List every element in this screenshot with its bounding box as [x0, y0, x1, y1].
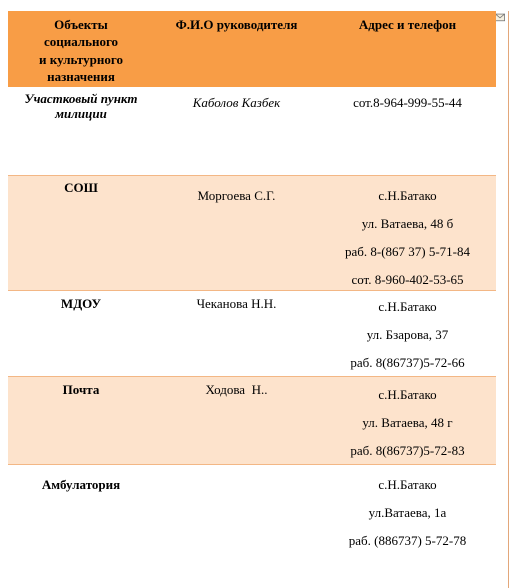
address-cell: с.Н.Батако ул. Бзарова, 37 раб. 8(86737)5-72-66	[319, 290, 496, 376]
table-row	[8, 87, 496, 175]
content-border	[508, 11, 509, 588]
address-cell: с.Н.Батако ул. Ватаева, 48 б раб. 8-(867 37) 5-71-84 сот. 8-960-402-53-65	[319, 175, 496, 290]
object-cell: МДОУ	[8, 290, 154, 376]
organizations-table	[8, 11, 496, 574]
object-cell: Почта	[8, 376, 154, 464]
director-cell: Ходова Н..	[154, 376, 319, 464]
table-row	[8, 464, 496, 574]
object-cell: Участковый пункт милиции	[8, 87, 154, 175]
director-cell: Каболов Казбек	[154, 87, 319, 175]
table-header-row	[8, 11, 496, 87]
object-cell: СОШ	[8, 175, 154, 290]
email-icon[interactable]	[495, 12, 505, 22]
table-row	[8, 376, 496, 464]
address-cell: сот.8-964-999-55-44	[319, 87, 496, 175]
header-objects: Объекты социального и культурного назначения	[8, 11, 154, 87]
header-director: Ф.И.О руководителя	[154, 11, 319, 87]
table-row	[8, 290, 496, 376]
director-cell	[154, 464, 319, 574]
header-address-phone: Адрес и телефон	[319, 11, 496, 87]
object-cell: Амбулатория	[8, 464, 154, 574]
table-row	[8, 175, 496, 290]
director-cell: Чеканова Н.Н.	[154, 290, 319, 376]
address-cell: с.Н.Батако ул.Ватаева, 1а раб. (886737) 5-72-78	[319, 464, 496, 574]
address-cell: с.Н.Батако ул. Ватаева, 48 г раб. 8(86737)5-72-83	[319, 376, 496, 464]
director-cell: Моргоева С.Г.	[154, 175, 319, 290]
